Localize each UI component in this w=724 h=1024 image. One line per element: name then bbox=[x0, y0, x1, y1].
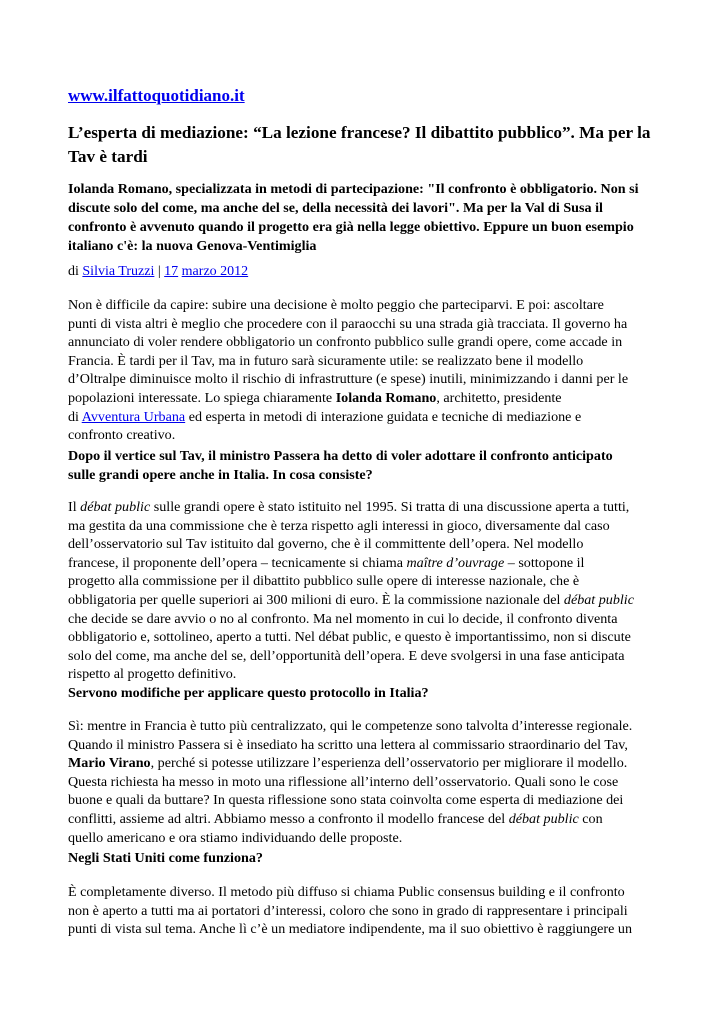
text-run: popolazioni interessate. Lo spiega chiaramente bbox=[68, 389, 336, 406]
article-title: L’esperta di mediazione: “La lezione francese? Il dibattito pubblico”. Ma per la Tav è tardi bbox=[68, 123, 651, 166]
paragraph-line bbox=[68, 389, 660, 408]
byline bbox=[68, 262, 248, 281]
text-run: ed esperta in metodi di interazione guidata e tecniche di mediazione e bbox=[185, 408, 582, 425]
question-line: sulle grandi opere anche in Italia. In cosa consiste? bbox=[68, 466, 373, 483]
question-line: Servono modifiche per applicare questo protocollo in Italia? bbox=[68, 685, 429, 701]
text-run: , perché si potesse utilizzare l’esperienza dell’osservatorio per migliorare il modello. bbox=[150, 755, 628, 772]
text-run: sulle grandi opere è stato istituito nel 1995. Si tratta di una discussione aperta a tutti, bbox=[150, 499, 630, 515]
text-run: di bbox=[68, 408, 82, 425]
italic-term: débat public bbox=[563, 591, 634, 608]
italic-term: débat public bbox=[508, 810, 579, 827]
paragraph-line: ma gestita da una commissione che è terza rispetto agli interessi in gioco, diversamente dal caso bbox=[68, 517, 610, 534]
paragraph-line: quello americano e ora stiamo individuando delle proposte. bbox=[68, 829, 403, 846]
paragraph-3 bbox=[68, 717, 660, 847]
paragraph-line: annunciato di voler rendere obbligatorio un confronto pubblico sulle grandi opere, come accade in bbox=[68, 334, 623, 351]
paragraph-4 bbox=[68, 883, 660, 939]
paragraph-line bbox=[68, 554, 660, 573]
question-2 bbox=[68, 684, 660, 703]
paragraph-line bbox=[68, 754, 660, 773]
paragraph-line: Quando il ministro Passera si è insediato ha scritto una lettera al commissario straordinario del Tav, bbox=[68, 736, 628, 753]
paragraph-line bbox=[68, 408, 660, 427]
text-run: francese, il proponente dell’opera – tecnicamente si chiama bbox=[68, 554, 407, 571]
paragraph-line: progetto alla commissione per il dibattito pubblico sulle opere di interesse nazionale, che è bbox=[68, 573, 580, 590]
paragraph-line: buone e quali da buttare? In questa riflessione sono stata coinvolta come esperta di mediazione dei bbox=[68, 792, 624, 809]
date-month-link[interactable]: marzo 2012 bbox=[181, 264, 249, 279]
byline-prefix: di bbox=[68, 264, 83, 279]
paragraph-line: punti di vista sul tema. Anche lì c’è un mediatore indipendente, ma il suo obiettivo è raggiungere un bbox=[68, 921, 632, 938]
text-run: con bbox=[578, 810, 603, 827]
interviewee-name: Iolanda Romano bbox=[335, 389, 437, 406]
paragraph-line: confronto creativo. bbox=[68, 427, 176, 444]
paragraph-line: punti di vista altri è meglio che procedere con il paraocchi su una strada già tracciata. Il governo ha bbox=[68, 315, 628, 332]
question-3 bbox=[68, 849, 660, 868]
paragraph-line bbox=[68, 591, 660, 610]
paragraph-line: Sì: mentre in Francia è tutto più centralizzato, qui le competenze sono talvolta d’interesse regionale. bbox=[68, 718, 633, 734]
question-line: Dopo il vertice sul Tav, il ministro Passera ha detto di voler adottare il confronto anticipato bbox=[68, 448, 613, 464]
date-day-link[interactable]: 17 bbox=[164, 264, 179, 279]
question-line: Negli Stati Uniti come funziona? bbox=[68, 850, 263, 866]
italic-term: maître d’ouvrage bbox=[406, 554, 505, 571]
paragraph-line: È completamente diverso. Il metodo più diffuso si chiama Public consensus building e il confronto bbox=[68, 884, 625, 900]
paragraph-line: che decide se dare avvio o no al confronto. Ma nel momento in cui lo decide, il confronto diventa bbox=[68, 610, 618, 627]
text-run: , architetto, presidente bbox=[436, 389, 562, 406]
byline-separator: | bbox=[154, 264, 165, 279]
paragraph-line: dell’osservatorio sul Tav istituito dal governo, che è il committente dell’opera. Nel modello bbox=[68, 536, 584, 553]
paragraph-line: d’Oltralpe diminuisce molto il rischio di infrastrutture (e spese) inutili, minimizzando i danni per le bbox=[68, 371, 629, 388]
question-1 bbox=[68, 447, 660, 484]
paragraph-line bbox=[68, 810, 660, 829]
paragraph-line: rispetto al progetto definitivo. bbox=[68, 666, 237, 683]
article-standfirst: Iolanda Romano, specializzata in metodi di partecipazione: "Il confronto è obbligatorio. Non si discute solo del come, ma anche del se, della necessità dei lavori". Ma per la Val di Susa il confronto è avvenuto quando il progetto era già nella legge obiettivo. Eppure un buon esempio italiano c'è: la nuova Genova-Ventimiglia bbox=[68, 181, 639, 254]
person-name: Mario Virano bbox=[68, 755, 151, 772]
site-link[interactable]: www.ilfattoquotidiano.it bbox=[68, 86, 245, 105]
paragraph-line: Questa richiesta ha messo in moto una riflessione all’interno dell’osservatorio. Quali sono le cose bbox=[68, 773, 619, 790]
avventura-urbana-link[interactable]: Avventura Urbana bbox=[81, 408, 186, 425]
author-link[interactable]: Silvia Truzzi bbox=[82, 264, 155, 279]
paragraph-line bbox=[68, 498, 660, 517]
paragraph-line: Non è difficile da capire: subire una decisione è molto peggio che parteciparvi. E poi: ascoltare bbox=[68, 297, 604, 313]
italic-term: débat public bbox=[80, 499, 151, 515]
paragraph-2 bbox=[68, 498, 660, 684]
paragraph-line: solo del come, ma anche del se, dell’opportunità dell’opera. E deve svolgersi in una fase anticipata bbox=[68, 647, 625, 664]
text-run: – sottopone il bbox=[504, 554, 585, 571]
text-run: obbligatoria per quelle superiori ai 300 milioni di euro. È la commissione nazionale del bbox=[68, 591, 564, 608]
text-run: Il bbox=[68, 499, 81, 515]
paragraph-1 bbox=[68, 296, 660, 445]
paragraph-line: non è aperto a tutti ma ai portatori d’interessi, coloro che sono in grado di rappresentare i principali bbox=[68, 902, 628, 919]
text-run: conflitti, assieme ad altri. Abbiamo messo a confronto il modello francese del bbox=[68, 810, 509, 827]
paragraph-line: obbligatorio e, sottolineo, aperto a tutti. Nel débat public, e questo è importantissimo, non si discute bbox=[68, 629, 631, 646]
paragraph-line: Francia. È tardi per il Tav, ma in futuro sarà sicuramente utile: se realizzato bene il modello bbox=[68, 352, 584, 369]
